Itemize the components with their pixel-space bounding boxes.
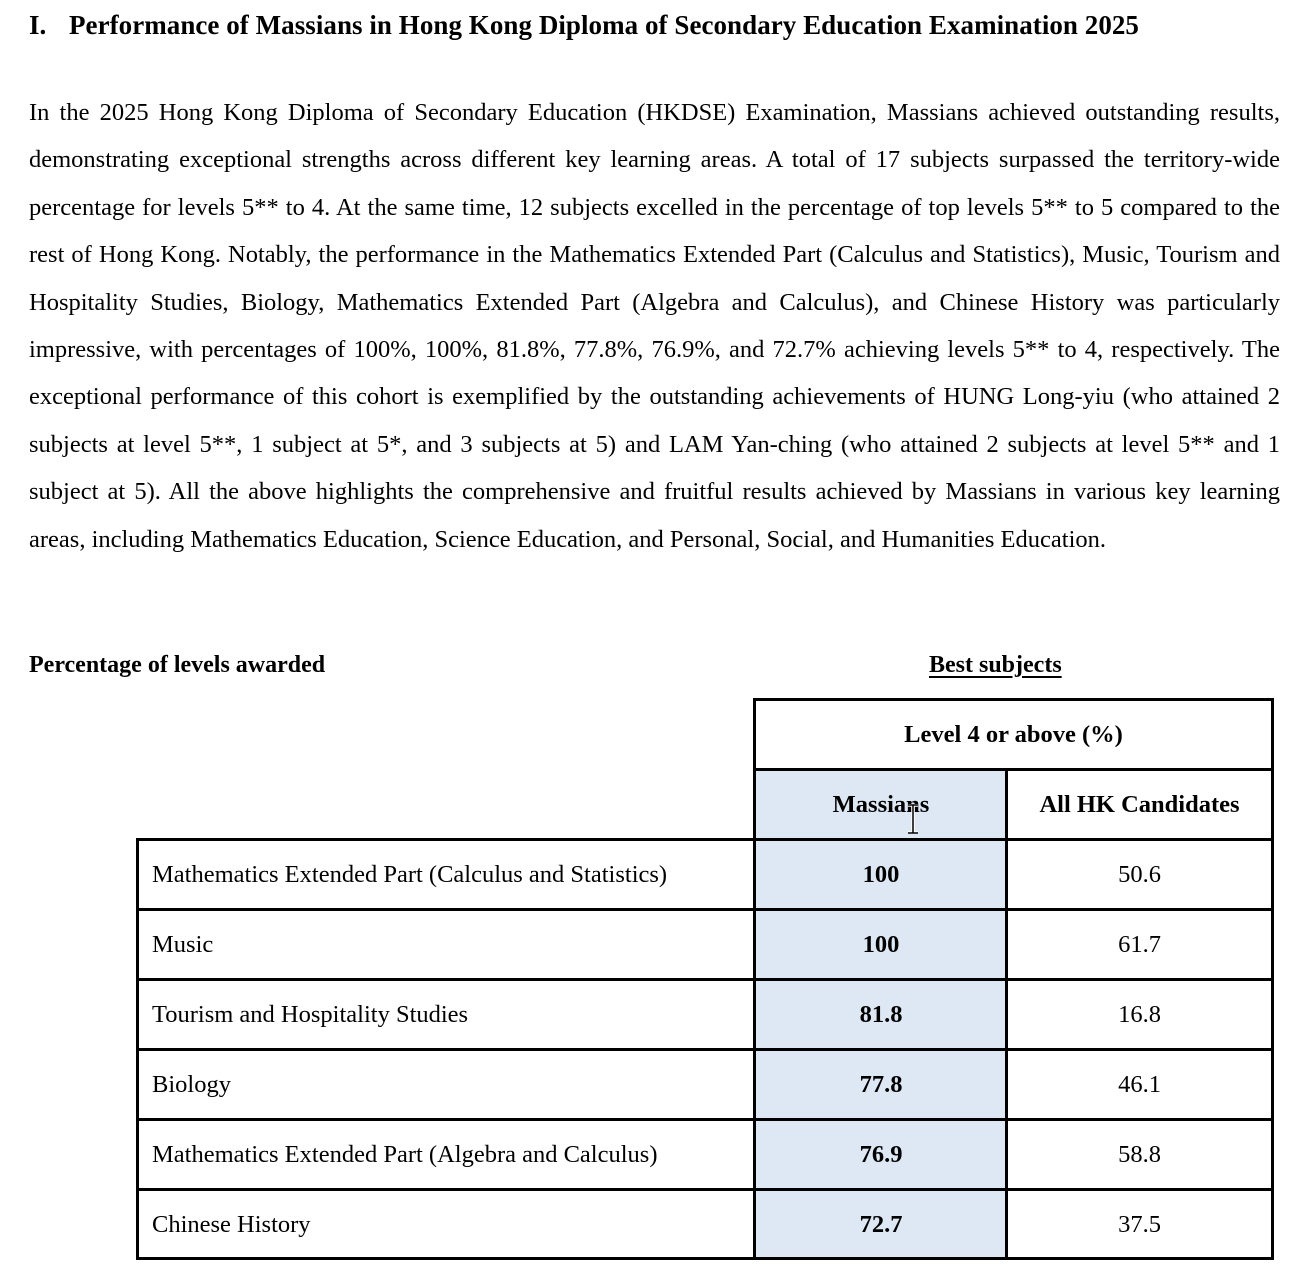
table-row-all-hk-value: 46.1	[1118, 1071, 1161, 1098]
group-header-label: Level 4 or above (%)	[904, 721, 1123, 748]
table-row-all-hk-value: 61.7	[1118, 931, 1161, 958]
table-row-massians-value: 100	[862, 931, 900, 958]
table-border	[136, 1257, 1274, 1260]
table-row-subject: Tourism and Hospitality Studies	[152, 1001, 469, 1028]
table-row-subject: Biology	[152, 1071, 231, 1098]
table-border	[136, 908, 1274, 911]
table-border	[136, 1118, 1274, 1121]
table-row-subject: Mathematics Extended Part (Calculus and Statistics)	[152, 861, 668, 888]
group-header	[755, 700, 1272, 770]
table-border	[1271, 698, 1274, 1260]
table-row-massians-value: 72.7	[859, 1211, 903, 1238]
table-row-massians-value: 77.8	[859, 1071, 903, 1098]
table-border	[753, 698, 1274, 701]
table-row-all-hk-value: 37.5	[1118, 1211, 1161, 1238]
table-row-all-hk-value: 50.6	[1118, 861, 1161, 888]
table-border	[136, 1188, 1274, 1191]
summary-paragraph: In the 2025 Hong Kong Diploma of Secondary Education (HKDSE) Examination, Massians achieved outstanding results, demonstrating exceptional strengths across different key learning areas. A total of 17 subjects surpassed the territory-wide percentage for levels 5** to 4. At the same time, 12 subjects excelled in the percentage of top levels 5** to 5 compared to the rest of Hong Kong. Notably, the performance in the Mathematics Extended Part (Calculus and Statistics), Music, Tourism and Hospitality Studies, Biology, Mathematics Extended Part (Algebra and Calculus), and Chinese History was particularly impressive, with percentages of 100%, 100%, 81.8%, 77.8%, 76.9%, and 72.7% achieving levels 5** to 4, respectively. The exceptional performance of this cohort is exemplified by the outstanding achievements of HUNG Long-yiu (who attained 2 subjects at level 5**, 1 subject at 5*, and 3 subjects at 5) and LAM Yan-ching (who attained 2 subjects at level 5** and 1 subject at 5). All the above highlights the comprehensive and fruitful results achieved by Massians in various key learning areas, including Mathematics Education, Science Education, and Personal, Social, and Humanities Education.	[29, 99, 1280, 553]
table-border	[136, 978, 1274, 981]
table-row-subject: Mathematics Extended Part (Algebra and Calculus)	[152, 1141, 658, 1168]
table-row-all-hk-value: 16.8	[1118, 1001, 1161, 1028]
i-beam-cursor-icon	[906, 804, 920, 834]
table-border	[753, 698, 756, 1260]
table-row-massians-value: 76.9	[859, 1141, 903, 1168]
section-heading	[29, 6, 1139, 44]
table-row-massians-value: 100	[862, 861, 900, 888]
best-subjects-label: Best subjects	[929, 652, 1062, 678]
column-header-massians: Massians	[832, 791, 930, 818]
section-title: Performance of Massians in Hong Kong Diploma of Secondary Education Examination 2025	[69, 10, 1139, 40]
table-row-subject: Music	[152, 931, 214, 958]
section-number: I.	[29, 10, 47, 40]
percentage-levels-label: Percentage of levels awarded	[29, 652, 326, 678]
table-row-subject: Chinese History	[152, 1211, 311, 1238]
table-border	[136, 838, 139, 1260]
table-row-massians-value: 81.8	[859, 1001, 903, 1028]
table-row-all-hk-value: 58.8	[1118, 1141, 1161, 1168]
table-border	[753, 768, 1274, 771]
table-border	[1005, 768, 1008, 1260]
table-border	[136, 1048, 1274, 1051]
column-header-all-hk: All HK Candidates	[1039, 791, 1240, 818]
table-border	[136, 838, 1274, 841]
